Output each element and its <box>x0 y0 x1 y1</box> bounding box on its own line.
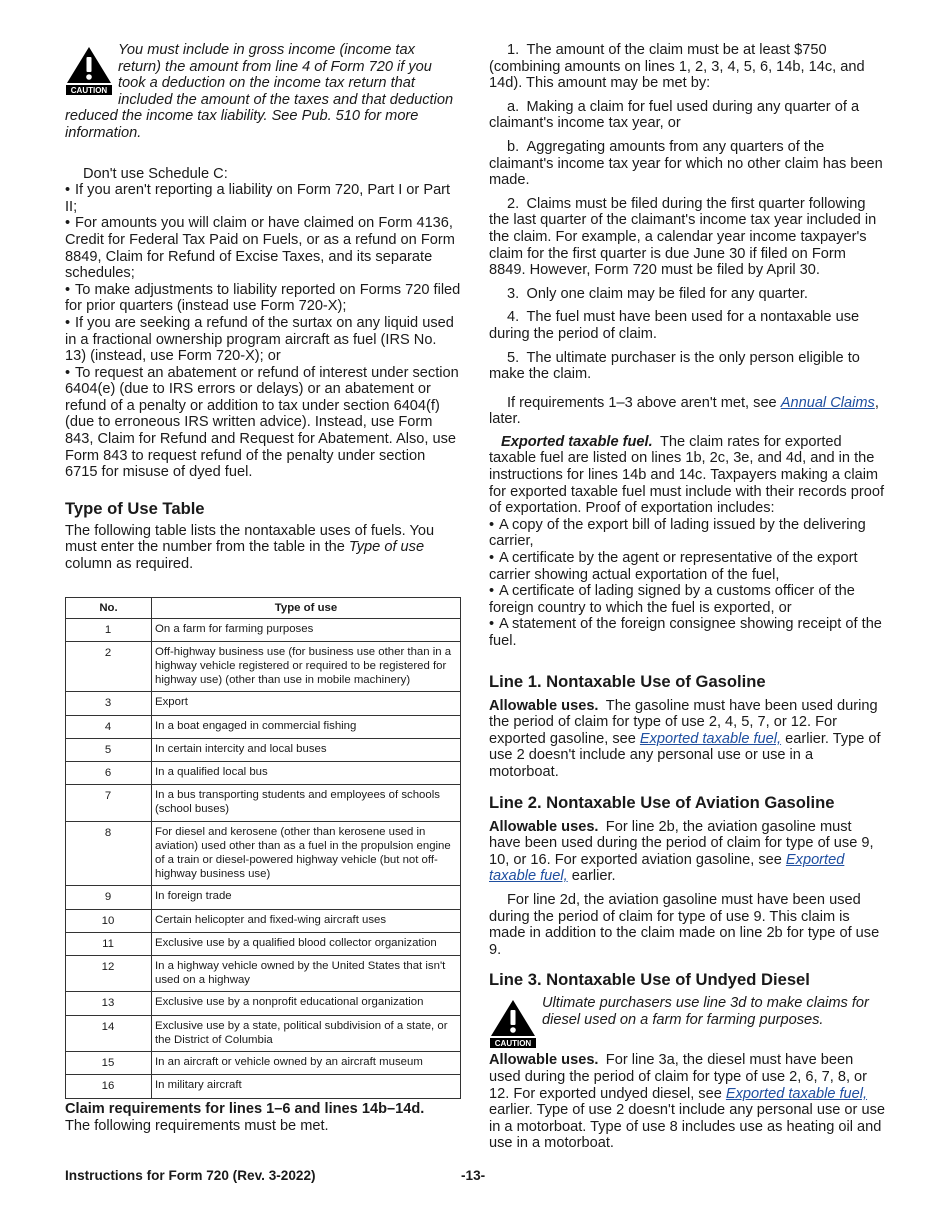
line-1-heading: Line 1. Nontaxable Use of Gasoline <box>489 671 766 691</box>
dont-use-schedule-c: Don't use Schedule C: <box>83 165 228 182</box>
requirement-1a: a. Making a claim for fuel used during any quarter of a claimant's income tax year, or <box>489 98 860 132</box>
table-row: 14 Exclusive use by a state, political subdivision of a state, or the District of Columbia <box>66 1015 461 1051</box>
annual-claims-link[interactable]: Annual Claims <box>780 394 875 411</box>
bullet-item: • A certificate of lading signed by a customs officer of the foreign country to which the fuel is exported, or <box>489 583 855 616</box>
table-row: 6 In a qualified local bus <box>66 762 461 785</box>
table-header-row <box>66 597 461 618</box>
claim-requirements-text: The following requirements must be met. <box>65 1117 329 1134</box>
exported-taxable-fuel-link[interactable]: Exported taxable fuel, <box>725 1085 868 1102</box>
table-row: 10 Certain helicopter and fixed-wing aircraft uses <box>66 909 461 932</box>
line-1-allowable-uses: Allowable uses. The gasoline must have been used during the period of claim for type of use 2, 4, 5, 7, or 12. For exported gasoline, see Exported taxable fuel, earlier. Type of use 2 doesn't include any personal use or use in a motorboat. <box>489 697 881 780</box>
annual-claims-note: If requirements 1–3 above aren't met, see Annual Claims, later. <box>489 394 879 428</box>
line-3-allowable-uses: Allowable uses. For line 3a, the diesel must have been used during the period of claim for type of use 2, 6, 7, 8, or 12. For exported undyed diesel, see Exported taxable fuel, earlier. Type of use 2 doesn't include any personal use or use in a motorboat. Type of use 8 includes use as heating oil and use in a motorboat. <box>489 1052 885 1152</box>
right-column <box>489 42 886 1152</box>
table-row: 16 In military aircraft <box>66 1075 461 1098</box>
table-row: 4 In a boat engaged in commercial fishing <box>66 715 461 738</box>
bullet-item: • A copy of the export bill of lading issued by the delivering carrier, <box>489 516 866 550</box>
caution-note-income <box>65 42 461 142</box>
column-header-no: No. <box>66 597 152 618</box>
table-row: 2 Off-highway business use (for business use other than in a highway vehicle registered or required to be registered for highway use) (other than use in mobile machinery) <box>66 641 461 692</box>
claim-requirements <box>65 1101 461 1134</box>
caution-icon <box>65 45 113 95</box>
table-row: 3 Export <box>66 692 461 715</box>
table-row: 8 For diesel and kerosene (other than kerosene used in aviation) used other than as a fuel in the propulsion engine of a train or diesel-powered highway vehicle (but not off-highway business use) <box>66 821 461 886</box>
requirement-4: 4. The fuel must have been used for a nontaxable use during the period of claim. <box>489 309 860 342</box>
caution-note-line-3d <box>489 995 886 1048</box>
table-row: 9 In foreign trade <box>66 886 461 909</box>
bullet-item: • A certificate by the agent or representative of the export carrier showing actual exportation of the fuel, <box>489 550 858 583</box>
column-header-type-of-use: Type of use <box>152 597 461 618</box>
bullet-item: • For amounts you will claim or have claimed on Form 4136, Credit for Federal Tax Paid on Fuels, or as a refund on Form 8849, Claim for Refund of Excise Taxes, and its separate schedules; <box>65 215 455 282</box>
bullet-item: • If you aren't reporting a liability on Form 720, Part I or Part II; <box>65 182 451 215</box>
table-row: 15 In an aircraft or vehicle owned by an aircraft museum <box>66 1052 461 1075</box>
exported-taxable-fuel: Exported taxable fuel. The claim rates for exported taxable fuel are listed on lines 1b, 2c, 3e, and 4d, and in the instructions for lines 14b and 14c. Taxpayers making a claim for exported taxable fuel must include with their records proof of exportation. Proof of exportation includes: <box>489 433 885 517</box>
bullet-item: • To make adjustments to liability reported on Forms 720 filed for prior quarters (instead use Form 720-X); <box>65 281 461 315</box>
table-row: 11 Exclusive use by a qualified blood collector organization <box>66 932 461 955</box>
claim-requirements-heading: Claim requirements for lines 1–6 and lines 14b–14d. <box>65 1101 425 1117</box>
requirement-2: 2. Claims must be filed during the first quarter following the last quarter of the claimant's income tax year included in the claim. For example, a calendar year income taxpayer's claim for the first quarter is due June 30 if filed on Form 8849. However, Form 720 must be filed by April 30. <box>489 195 877 279</box>
exported-taxable-fuel-link[interactable]: Exported taxable fuel, <box>489 851 845 885</box>
caution-text: Ultimate purchasers use line 3d to make claims for diesel used on a farm for farming purposes. <box>542 995 869 1028</box>
type-of-use-heading: Type of Use Table <box>65 498 205 518</box>
exported-taxable-fuel-link[interactable]: Exported taxable fuel, <box>639 730 782 747</box>
table-row: 7 In a bus transporting students and employees of schools (school buses) <box>66 785 461 821</box>
bullet-item: • If you are seeking a refund of the surtax on any liquid used in a fractional ownership program aircraft as fuel (IRS No. 13) (instead, use Form 720-X); or <box>65 314 454 365</box>
line-2-allowable-uses: Allowable uses. For line 2b, the aviation gasoline must have been used during the period of claim for type of use 9, 10, or 16. For exported aviation gasoline, see Exported taxable fuel, earlier. <box>489 818 874 885</box>
caution-text: You must include in gross income (income tax return) the amount from line 4 of Form 720 if you took a deduction on the income tax return that included the amount of the taxes and that deduction reduced the income tax liability. See Pub. 510 for more information. <box>65 42 454 141</box>
page-number: -13- <box>461 1168 486 1183</box>
requirement-3: 3. Only one claim may be filed for any quarter. <box>507 285 808 302</box>
bullet-item: • A statement of the foreign consignee showing receipt of the fuel. <box>489 616 882 649</box>
type-of-use-table <box>65 597 461 1099</box>
bullet-item: • To request an abatement or refund of interest under section 6404(e) (due to IRS errors or delays) or an abatement or refund of a penalty or addition to tax under section 6404(f) (due to erroneous IRS written advice). Instead, use Form 843, Claim for Refund and Request for Abatement. Also, use Form 843 to request refund of the penalty under section 6715 for misuse of dyed fuel. <box>65 364 459 481</box>
line-2-heading: Line 2. Nontaxable Use of Aviation Gasoline <box>489 792 835 812</box>
table-row: 5 In certain intercity and local buses <box>66 738 461 761</box>
table-row: 12 In a highway vehicle owned by the United States that isn't used on a highway <box>66 956 461 992</box>
line-3-heading: Line 3. Nontaxable Use of Undyed Diesel <box>489 970 810 990</box>
footer-form-title: Instructions for Form 720 (Rev. 3-2022) <box>65 1168 316 1183</box>
line-2d-text: For line 2d, the aviation gasoline must have been used during the period of claim for type of use 9. This claim is made in addition to the claim made on line 2b for type of use 9. <box>489 891 880 958</box>
table-row: 13 Exclusive use by a nonprofit educational organization <box>66 992 461 1015</box>
table-row: 1 On a farm for farming purposes <box>66 618 461 641</box>
requirement-1b: b. Aggregating amounts from any quarters of the claimant's income tax year for which no other claim has been made. <box>489 138 883 189</box>
caution-label: CAUTION <box>494 1039 532 1049</box>
requirement-5: 5. The ultimate purchaser is the only person eligible to make the claim. <box>489 349 860 383</box>
requirement-1: 1. The amount of the claim must be at least $750 (combining amounts on lines 1, 2, 3, 4, 5, 6, 14b, 14c, and 14d). This amount may be met by: <box>489 42 865 92</box>
caution-label: CAUTION <box>70 86 108 95</box>
caution-icon <box>489 998 537 1048</box>
type-of-use-intro: The following table lists the nontaxable uses of fuels. You must enter the number from the table in the Type of use column as required. <box>65 522 435 573</box>
left-column <box>65 42 461 1099</box>
